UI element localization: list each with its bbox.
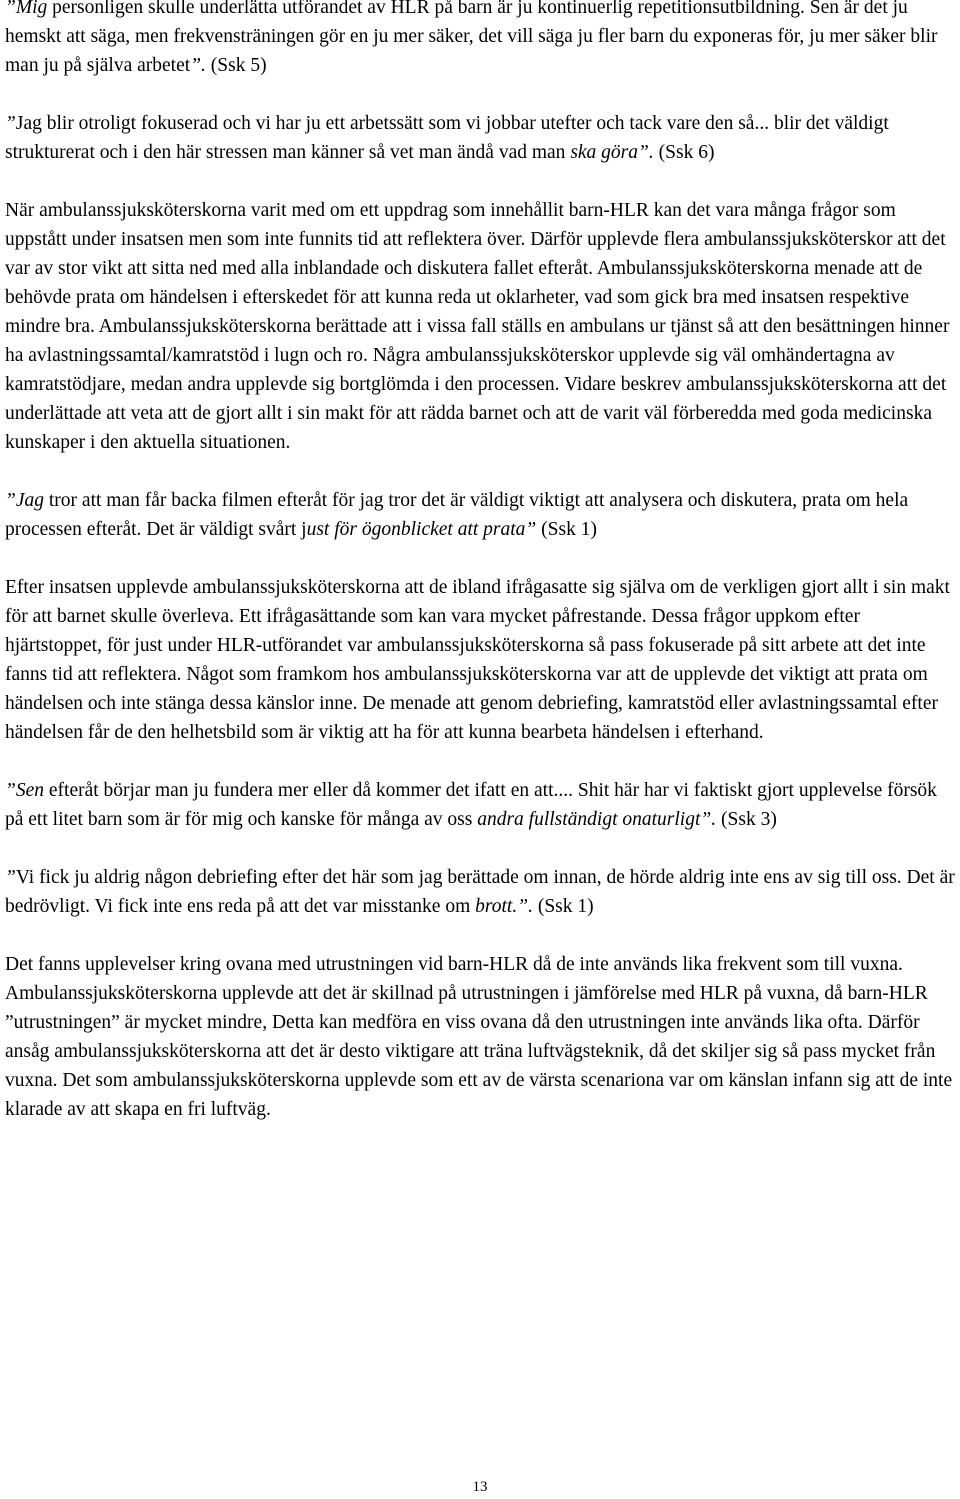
quote-text: Jag blir otroligt fokuserad och vi har ju ett arbetssätt som vi jobbar utefter och tack vare den så... blir det väldigt strukturerat och i den här stressen man känner så vet man ändå vad man xyxy=(5,113,889,163)
open-quote-mark: ” xyxy=(5,0,16,18)
quote-ssk5 xyxy=(5,0,955,80)
open-quote-mark: ” xyxy=(5,867,16,888)
quote-reference: (Ssk 1) xyxy=(536,519,597,540)
quote-italic-start: Jag xyxy=(15,490,45,511)
body-paragraph-equipment: Det fanns upplevelser kring ovana med utrustningen vid barn-HLR då de inte används lika frekvent som till vuxna. Ambulanssjuksköterskorna upplevde att det är skillnad på utrustningen i jämförelse med HLR på vuxna, då barn-HLR ”utrustningen” är mycket mindre, Detta kan medföra en viss ovana då den utrustningen inte används lika ofta. Därför ansåg ambulanssjuksköterskorna att det är desto viktigare att träna luftvägsteknik, då det skiljer sig så pass mycket från vuxna. Det som ambulanssjuksköterskorna upplevde som ett av de värsta scenariona var om känslan infann sig att de inte klarade av att skapa en fri luftväg. xyxy=(5,954,953,1120)
open-quote-mark: ” xyxy=(5,113,16,134)
quote-text: efteråt börjar man ju fundera mer eller då kommer det ifatt en att.... Shit här har vi faktiskt gjort upplevelse försök på ett litet barn som är för mig och kanske för många av oss xyxy=(5,780,937,830)
body-paragraph-reflection: Efter insatsen upplevde ambulanssjuksköterskorna att de ibland ifrågasatte sig själva om de verkligen gjort allt i sin makt för att barnet skulle överleva. Ett ifrågasättande som kan vara mycket påfrestande. Dessa frågor uppkom efter hjärtstoppet, för just under HLR-utförandet var ambulanssjuksköterskorna så pass fokuserade på sitt arbete att det inte fanns tid att reflektera. Något som framkom hos ambulanssjuksköterskorna var att de upplevde det viktigt att prata om händelsen och inte stänga dessa känslor inne. De menade att genom debriefing, kamratstöd eller avlastningssamtal efter händelsen får de den helhetsbild som är viktig att ha för att kunna bearbeta händelsen i efterhand. xyxy=(5,577,950,743)
quote-ssk1-debriefing xyxy=(5,863,955,921)
quote-reference: (Ssk 6) xyxy=(653,142,715,163)
close-quote-mark: ”. xyxy=(638,142,654,163)
page-number: 13 xyxy=(472,1479,488,1495)
quote-italic-end: brott. xyxy=(475,896,518,917)
close-quote-mark: ”. xyxy=(517,896,533,917)
quote-italic-end: andra fullständigt onaturligt xyxy=(477,809,701,830)
document-page xyxy=(5,0,955,1153)
quote-text: tror att man får backa filmen efteråt för jag tror det är väldigt viktigt att analysera och diskutera, prata om hela processen efteråt. Det är väldigt svårt j xyxy=(5,490,909,540)
quote-text: personligen skulle underlätta utförandet av HLR på barn är ju kontinuerlig repetitionsutbildning. Sen är det ju hemskt att säga, men frekvensträningen gör en ju mer säker, det vill säga ju fler barn du exponeras för, ju mer säker blir man ju på själva arbetet xyxy=(5,0,938,76)
quote-text: Vi fick ju aldrig någon debriefing efter det här som jag berättade om innan, de hörde aldrig inte ens av sig till oss. Det är bedrövligt. Vi fick inte ens reda på att det var misstanke om xyxy=(5,867,955,917)
body-paragraph-debriefing: När ambulanssjuksköterskorna varit med om ett uppdrag som innehållit barn-HLR kan det vara många frågor som uppstått under insatsen men som inte funnits tid att reflektera över. Därför upplevde flera ambulanssjuksköterskor att det var av stor vikt att sitta ned med alla inblandade och diskutera fallet efteråt. Ambulanssjuksköterskorna menade att de behövde prata om händelsen i efterskedet för att kunna reda ut oklarheter, vad som gick bra med insatsen respektive mindre bra. Ambulanssjuksköterskorna berättade att i vissa fall ställs en ambulans ur tjänst så att den besättningen hinner ha avlastningssamtal/kamratstöd i lugn och ro. Några ambulanssjuksköterskor upplevde sig väl omhändertagna av kamratstödjare, medan andra upplevde sig bortglömda i den processen. Vidare beskrev ambulanssjuksköterskorna att det underlättade att veta att de gjort allt i sin makt för att rädda barnet och att de varit väl förberedda med goda medicinska kunskaper i den aktuella situationen. xyxy=(5,200,950,453)
open-quote-mark: ” xyxy=(5,780,16,801)
close-quote-mark: ”. xyxy=(190,55,206,76)
quote-italic-end: ska göra xyxy=(570,142,639,163)
close-quote-mark: ”. xyxy=(700,809,717,830)
quote-reference: (Ssk 5) xyxy=(205,55,267,76)
quote-italic-start: Mig xyxy=(15,0,48,18)
quote-reference: (Ssk 3) xyxy=(716,809,777,830)
quote-ssk6 xyxy=(5,109,955,167)
quote-reference: (Ssk 1) xyxy=(532,896,594,917)
open-quote-mark: ” xyxy=(5,490,16,511)
quote-italic-end: ust för ögonblicket att prata xyxy=(306,519,526,540)
quote-italic-start: Sen xyxy=(15,780,45,801)
quote-ssk3 xyxy=(5,776,955,834)
close-quote-mark: ” xyxy=(525,519,537,540)
quote-ssk1-analysis xyxy=(5,486,955,544)
